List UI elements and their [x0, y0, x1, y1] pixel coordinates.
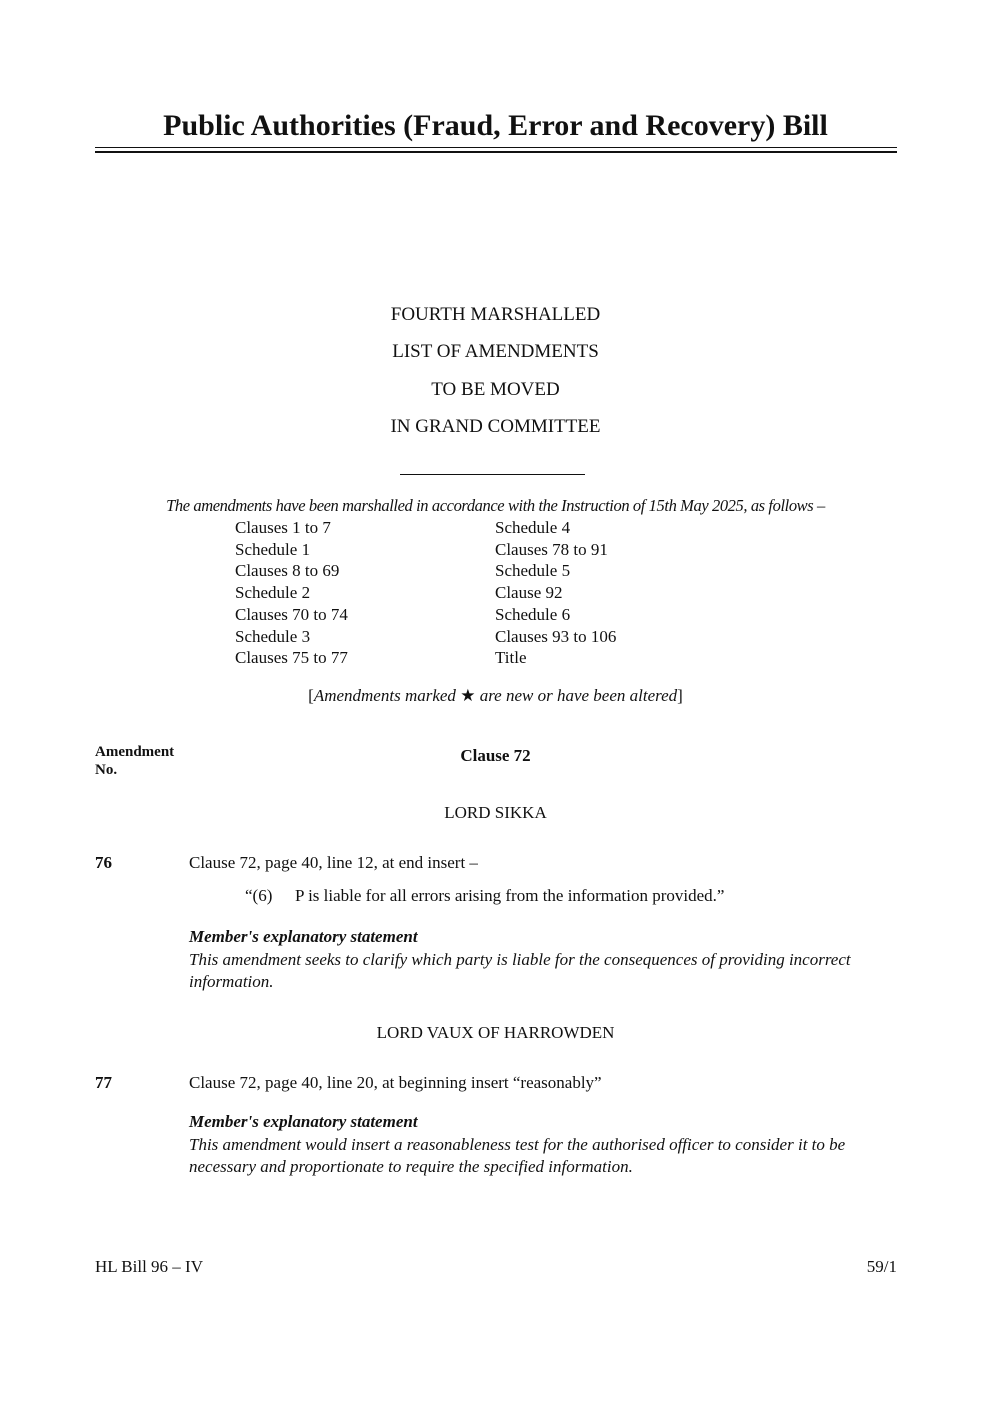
- insert-text: P is liable for all errors arising from the information provided.”: [295, 886, 725, 905]
- marshalling-order-item: Schedule 1: [235, 539, 311, 559]
- title-rule-bottom: [95, 151, 897, 153]
- marshalling-order-item: Clauses 1 to 7: [235, 518, 331, 537]
- statement-line: This amendment seeks to clarify which party is liable for the consequences of providing incorrect: [189, 950, 851, 969]
- amendment-number: 76: [95, 853, 112, 872]
- heading-line: FOURTH MARSHALLED: [390, 304, 601, 325]
- marshalling-order-item: Schedule 5: [495, 561, 571, 581]
- heading-line: TO BE MOVED: [431, 379, 560, 400]
- statement-title: Member's explanatory statement: [189, 1112, 418, 1131]
- amendment-no-label: Amendment No.: [95, 744, 175, 778]
- marshalling-order-item: Schedule 6: [495, 604, 571, 624]
- statement-line: necessary and proportionate to require the specified information.: [189, 1157, 633, 1176]
- footer-page-ref: 59/1: [866, 1257, 897, 1276]
- marshalling-order-item: Clauses 75 to 77: [235, 648, 348, 668]
- member-name: LORD VAUX OF HARROWDEN: [376, 1023, 615, 1042]
- star-note: [Amendments marked ★ are new or have been altered]: [308, 686, 683, 705]
- statement-line: information.: [189, 972, 274, 991]
- statement-title: Member's explanatory statement: [189, 927, 418, 946]
- divider: [400, 474, 585, 475]
- member-name: LORD SIKKA: [444, 803, 547, 822]
- marshalling-intro: The amendments have been marshalled in accordance with the Instruction of 15th May 2025, as follows –: [166, 496, 825, 515]
- heading-line: IN GRAND COMMITTEE: [390, 416, 601, 437]
- marshalling-order-item: Schedule 2: [235, 583, 311, 603]
- amendment-text: Clause 72, page 40, line 12, at end insert –: [189, 853, 478, 872]
- footer-bill-ref: HL Bill 96 – IV: [95, 1257, 203, 1276]
- statement-line: This amendment would insert a reasonableness test for the authorised officer to consider it to be: [189, 1135, 846, 1154]
- heading-line: LIST OF AMENDMENTS: [392, 341, 599, 362]
- amendment-number: 77: [95, 1073, 112, 1092]
- marshalling-order-item: Clauses 78 to 91: [495, 539, 608, 559]
- marshalling-order-item: Schedule 3: [235, 626, 311, 646]
- marshalling-order-item: Clause 92: [495, 583, 563, 603]
- title-rule-top: [95, 147, 897, 148]
- marshalling-order-item: Schedule 4: [495, 518, 571, 537]
- bill-title: Public Authorities (Fraud, Error and Recovery) Bill: [163, 109, 828, 142]
- marshalling-order-item: Clauses 93 to 106: [495, 626, 617, 646]
- insert-number: “(6): [245, 886, 273, 905]
- star-icon: ★: [460, 686, 476, 705]
- clause-heading: Clause 72: [460, 746, 531, 765]
- marshalling-order-item: Clauses 8 to 69: [235, 561, 340, 581]
- marshalling-order-item: Clauses 70 to 74: [235, 604, 348, 624]
- amendment-text: Clause 72, page 40, line 20, at beginning insert “reasonably”: [189, 1073, 602, 1092]
- marshalling-order-item: Title: [495, 648, 527, 668]
